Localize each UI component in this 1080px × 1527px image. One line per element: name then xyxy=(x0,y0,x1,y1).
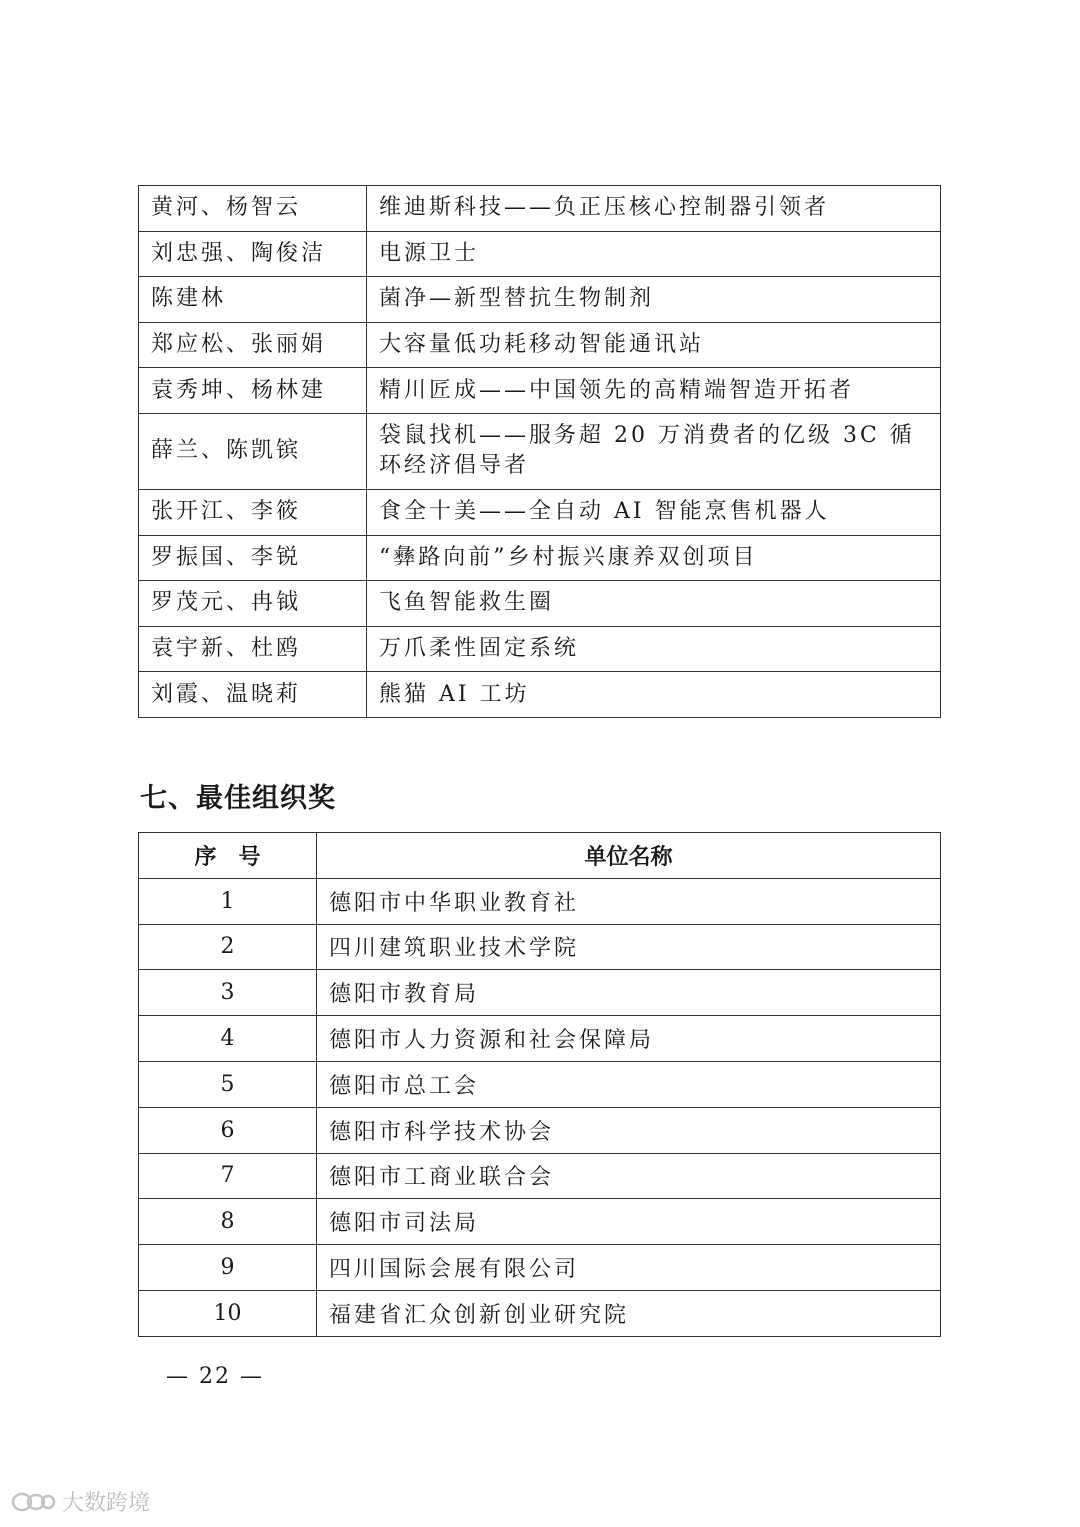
names-cell: 郑应松、张丽娟 xyxy=(139,322,367,368)
project-cell: 维迪斯科技——负正压核心控制器引领者 xyxy=(367,186,941,232)
table-row xyxy=(139,672,941,718)
org-award-table xyxy=(138,832,941,1337)
project-cell: 熊猫 AI 工坊 xyxy=(367,672,941,718)
unit-name: 德阳市总工会 xyxy=(317,1061,941,1107)
row-number: 10 xyxy=(139,1290,317,1336)
project-cell: 万爪柔性固定系统 xyxy=(367,626,941,672)
project-table xyxy=(138,185,941,718)
table-row xyxy=(139,277,941,323)
table-row xyxy=(139,186,941,232)
unit-name: 德阳市人力资源和社会保障局 xyxy=(317,1016,941,1062)
names-cell: 袁宇新、杜鸥 xyxy=(139,626,367,672)
watermark xyxy=(10,1486,150,1517)
unit-name: 四川国际会展有限公司 xyxy=(317,1245,941,1291)
table-row xyxy=(139,1290,941,1336)
table-row xyxy=(139,1245,941,1291)
table-row xyxy=(139,322,941,368)
names-cell: 薛兰、陈凯镔 xyxy=(139,413,367,489)
table-row xyxy=(139,1153,941,1199)
table-row xyxy=(139,231,941,277)
table-row xyxy=(139,924,941,970)
project-cell: 大容量低功耗移动智能通讯站 xyxy=(367,322,941,368)
project-cell: 电源卫士 xyxy=(367,231,941,277)
unit-name: 德阳市工商业联合会 xyxy=(317,1153,941,1199)
row-number: 3 xyxy=(139,970,317,1016)
row-number: 9 xyxy=(139,1245,317,1291)
names-cell: 刘忠强、陶俊洁 xyxy=(139,231,367,277)
table-header-row xyxy=(139,833,941,879)
table-row xyxy=(139,413,941,489)
row-number: 4 xyxy=(139,1016,317,1062)
page-number: — 22 — xyxy=(166,1364,264,1389)
project-cell: 菌净—新型替抗生物制剂 xyxy=(367,277,941,323)
names-cell: 刘霞、温晓莉 xyxy=(139,672,367,718)
section-heading: 七、最佳组织奖 xyxy=(140,783,336,814)
table-row xyxy=(139,878,941,924)
table-row xyxy=(139,970,941,1016)
names-cell: 黄河、杨智云 xyxy=(139,186,367,232)
unit-name: 德阳市科学技术协会 xyxy=(317,1107,941,1153)
unit-name: 福建省汇众创新创业研究院 xyxy=(317,1290,941,1336)
table-row xyxy=(139,535,941,581)
table-row xyxy=(139,489,941,535)
row-number: 2 xyxy=(139,924,317,970)
project-cell: 飞鱼智能救生圈 xyxy=(367,581,941,627)
names-cell: 陈建林 xyxy=(139,277,367,323)
table-row xyxy=(139,1107,941,1153)
row-number: 8 xyxy=(139,1199,317,1245)
names-cell: 罗茂元、冉钺 xyxy=(139,581,367,627)
project-cell: 袋鼠找机——服务超 20 万消费者的亿级 3C 循环经济倡导者 xyxy=(367,413,941,489)
names-cell: 张开江、李筱 xyxy=(139,489,367,535)
unit-name: 德阳市司法局 xyxy=(317,1199,941,1245)
unit-name: 德阳市教育局 xyxy=(317,970,941,1016)
column-header-unit: 单位名称 xyxy=(317,833,941,879)
names-cell: 罗振国、李锐 xyxy=(139,535,367,581)
unit-name: 德阳市中华职业教育社 xyxy=(317,878,941,924)
table-row xyxy=(139,1199,941,1245)
project-cell: 精川匠成——中国领先的高精端智造开拓者 xyxy=(367,368,941,414)
names-cell: 袁秀坤、杨林建 xyxy=(139,368,367,414)
chat-bubble-logo-icon xyxy=(10,1488,56,1516)
watermark-text: 大数跨境 xyxy=(62,1491,151,1516)
column-header-no: 序 号 xyxy=(139,833,317,879)
project-cell: 食全十美——全自动 AI 智能烹售机器人 xyxy=(367,489,941,535)
project-cell: “彝路向前”乡村振兴康养双创项目 xyxy=(367,535,941,581)
table-row xyxy=(139,368,941,414)
unit-name: 四川建筑职业技术学院 xyxy=(317,924,941,970)
table-row xyxy=(139,1016,941,1062)
table-row xyxy=(139,1061,941,1107)
table-row xyxy=(139,626,941,672)
row-number: 5 xyxy=(139,1061,317,1107)
row-number: 1 xyxy=(139,878,317,924)
row-number: 7 xyxy=(139,1153,317,1199)
table-row xyxy=(139,581,941,627)
row-number: 6 xyxy=(139,1107,317,1153)
